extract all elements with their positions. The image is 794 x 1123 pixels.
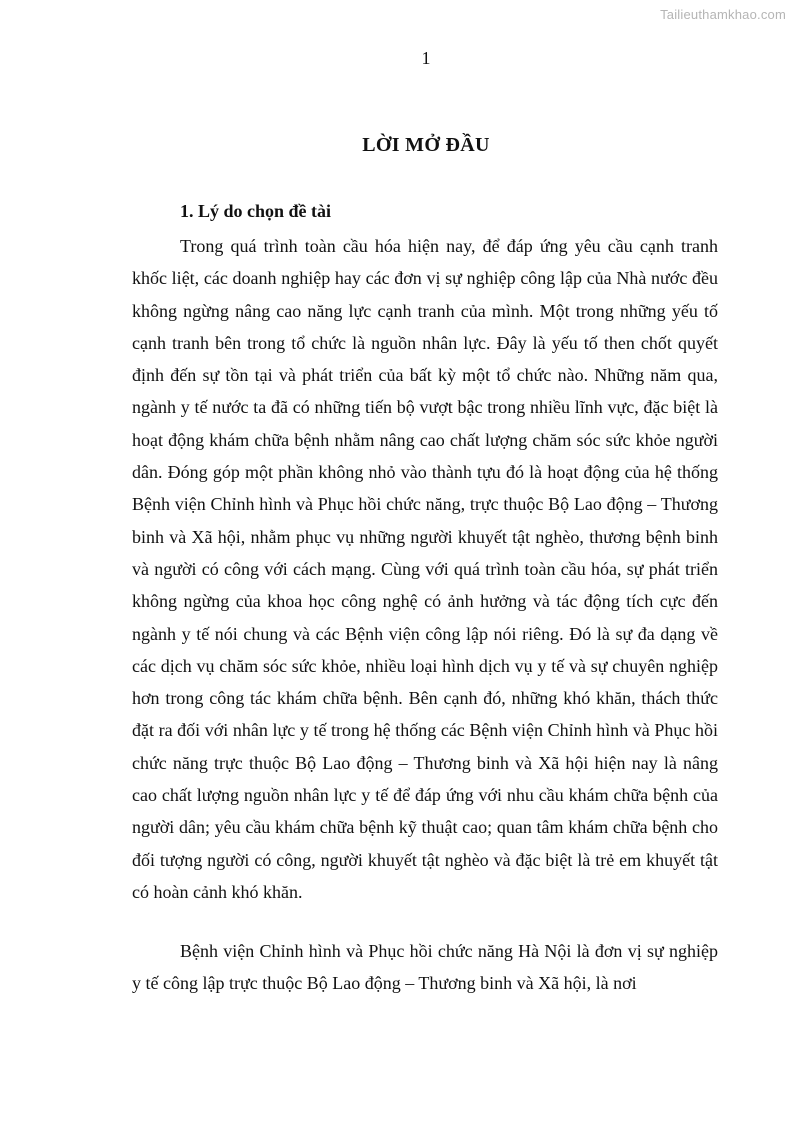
body-paragraph: Bệnh viện Chỉnh hình và Phục hồi chức năng Hà Nội là đơn vị sự nghiệp y tế công lập trực thuộc Bộ Lao động – Thương binh và Xã hội, là nơi — [132, 941, 718, 994]
body-paragraph: Trong quá trình toàn cầu hóa hiện nay, để đáp ứng yêu cầu cạnh tranh khốc liệt, các doanh nghiệp hay các đơn vị sự nghiệp công lập của Nhà nước đều không ngừng nâng cao năng lực cạnh tranh của mình. Một trong những yếu tố cạnh tranh bên trong tổ chức là nguồn nhân lực. Đây là yếu tố then chốt quyết định đến sự tồn tại và phát triển của bất kỳ một tổ chức nào. Những năm qua, ngành y tế nước ta đã có những tiến bộ vượt bậc trong nhiều lĩnh vực, đặc biệt là hoạt động khám chữa bệnh nhằm nâng cao chất lượng chăm sóc sức khỏe người dân. Đóng góp một phần không nhỏ vào thành tựu đó là hoạt động của hệ thống Bệnh viện Chỉnh hình và Phục hồi chức năng, trực thuộc Bộ Lao động – Thương binh và Xã hội, nhằm phục vụ những người khuyết tật nghèo, thương bệnh binh và người có công với cách mạng. Cùng với quá trình toàn cầu hóa, sự phát triển không ngừng của khoa học công nghệ có ảnh hưởng và tác động tích cực đến ngành y tế nói chung và các Bệnh viện công lập nói riêng. Đó là sự đa dạng về các dịch vụ chăm sóc sức khỏe, nhiều loại hình dịch vụ y tế và sự chuyên nghiệp hơn trong công tác khám chữa bệnh. Bên cạnh đó, những khó khăn, thách thức đặt ra đối với nhân lực y tế trong hệ thống các Bệnh viện Chỉnh hình và Phục hồi chức năng trực thuộc Bộ Lao động – Thương binh và Xã hội hiện nay là nâng cao chất lượng nguồn nhân lực y tế để đáp ứng với nhu cầu khám chữa bệnh của người dân; yêu cầu khám chữa bệnh kỹ thuật cao; quan tâm khám chữa bệnh cho đối tượng người có công, người khuyết tật nghèo và đặc biệt là trẻ em khuyết tật có hoàn cảnh khó khăn. — [132, 236, 718, 902]
watermark: Tailieuthamkhao.com — [660, 7, 786, 22]
section-heading: 1. Lý do chọn đề tài — [180, 201, 332, 221]
page-number: 1 — [421, 48, 431, 68]
page-title: LỜI MỞ ĐẦU — [362, 134, 490, 156]
